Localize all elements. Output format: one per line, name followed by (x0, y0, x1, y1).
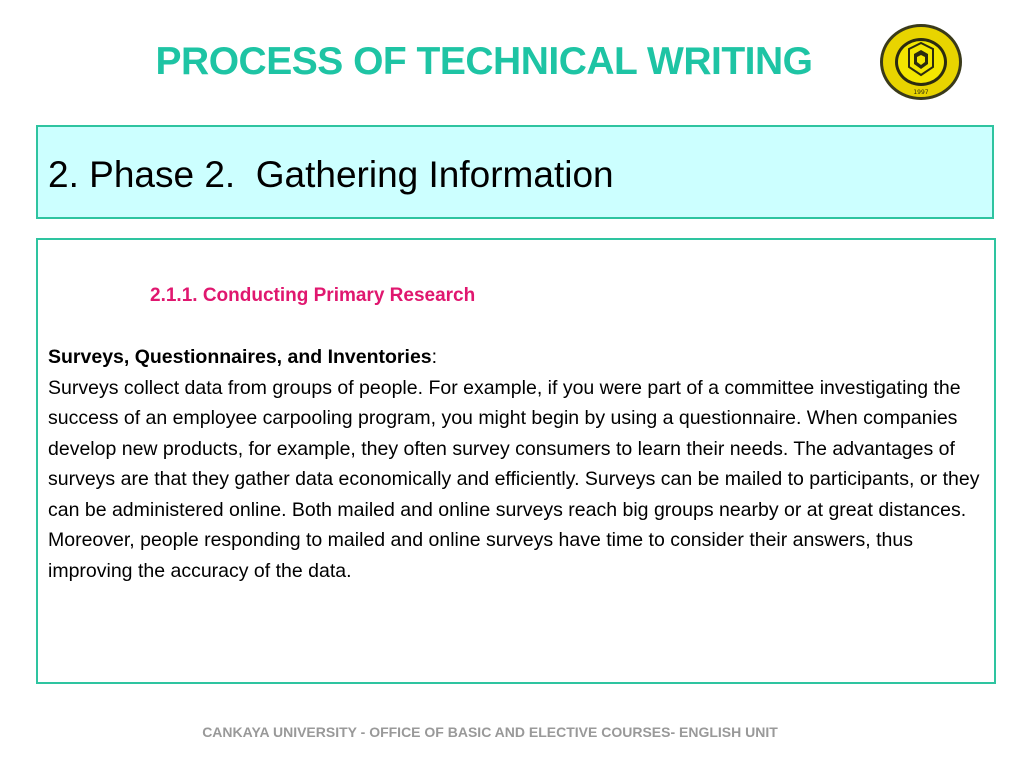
subsection-title: Surveys, Questionnaires, and Inventories (48, 346, 432, 368)
phase-header-box (36, 125, 994, 219)
subsection-colon: : (431, 346, 438, 368)
subsection (48, 342, 983, 586)
slide-title: PROCESS OF TECHNICAL WRITING (155, 40, 813, 83)
section-heading: 2.1.1. Conducting Primary Research (150, 285, 476, 306)
body-paragraph: Surveys collect data from groups of people. For example, if you were part of a committee investigating the success of an employee carpooling program, you might begin by using a questionnaire. When companies develop new products, for example, they often survey consumers to learn their needs. The advantages of surveys are that they gather data economically and efficiently. Surveys can be mailed to participants, or they can be administered online. Both mailed and online surveys reach big groups nearby or at great distances. Moreover, people responding to mailed and online surveys have time to consider their answers, thus improving the accuracy of the data. (48, 376, 980, 582)
university-seal-icon (879, 23, 963, 101)
content-box (36, 238, 996, 684)
logo-year: 1997 (913, 89, 929, 96)
phase-heading: 2. Phase 2. Gathering Information (48, 154, 614, 195)
footer: CANKAYA UNIVERSITY - OFFICE OF BASIC AND ELECTIVE COURSES- ENGLISH UNIT (202, 724, 778, 740)
